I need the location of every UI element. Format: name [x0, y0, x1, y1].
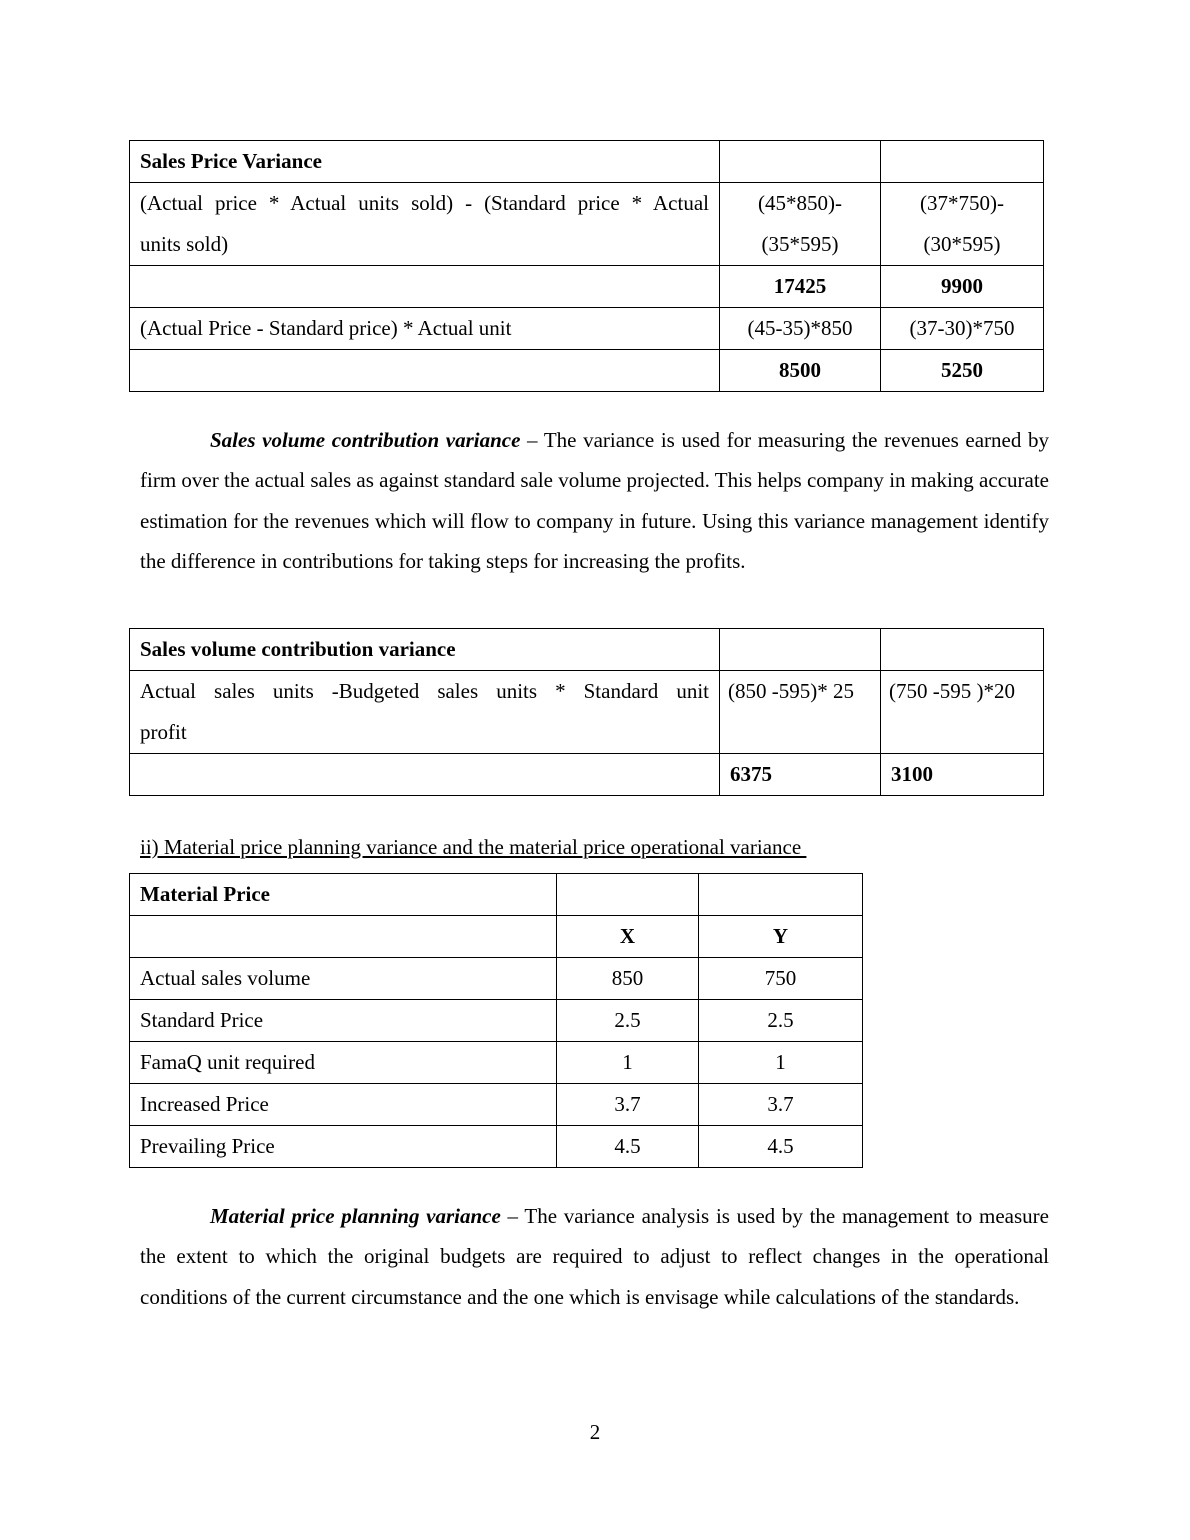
table-title: Sales volume contribution variance	[130, 629, 720, 671]
table-cell	[881, 141, 1044, 183]
row-label: Actual sales volume	[130, 958, 557, 1000]
value-x: 4.5	[557, 1126, 699, 1168]
formula-cell: (Actual Price - Standard price) * Actual unit	[130, 308, 720, 350]
result-cell-y: 5250	[881, 350, 1044, 392]
paragraph-lead: Material price planning variance	[210, 1204, 501, 1228]
formula-line: units sold)	[140, 232, 229, 256]
calc-line: (45*850)-	[758, 191, 842, 215]
table-cell	[130, 916, 557, 958]
formula-line: profit	[140, 720, 187, 744]
table-title: Material Price	[130, 874, 557, 916]
value-y: 3.7	[699, 1084, 863, 1126]
table-row	[130, 671, 1044, 754]
sales-price-variance-table	[129, 140, 1044, 392]
column-header-x: X	[557, 916, 699, 958]
calc-cell-x	[720, 183, 881, 266]
result-cell-x: 6375	[720, 754, 881, 796]
table-cell	[881, 629, 1044, 671]
table-cell	[699, 874, 863, 916]
calc-cell-x: (45-35)*850	[720, 308, 881, 350]
calc-cell-y: (750 -595 )*20	[881, 671, 1044, 754]
calc-cell-y	[881, 183, 1044, 266]
paragraph-text: – The variance analysis is used by the management to measure the extent to which the original budgets are required to adjust to reflect changes in the operational conditions of the current circumstance and the one which is envisage while calculations of the standards.	[140, 1204, 1049, 1309]
table-title: Sales Price Variance	[130, 141, 720, 183]
table-row	[130, 141, 1044, 183]
value-y: 750	[699, 958, 863, 1000]
material-price-table	[129, 873, 863, 1168]
result-cell-x: 8500	[720, 350, 881, 392]
column-header-y: Y	[699, 916, 863, 958]
formula-cell	[130, 183, 720, 266]
calc-cell-x: (850 -595)* 25	[720, 671, 881, 754]
value-x: 850	[557, 958, 699, 1000]
sales-volume-paragraph	[140, 420, 1049, 581]
calc-cell-y: (37-30)*750	[881, 308, 1044, 350]
result-cell-y: 3100	[881, 754, 1044, 796]
row-label: FamaQ unit required	[130, 1042, 557, 1084]
result-cell-y: 9900	[881, 266, 1044, 308]
table-cell	[720, 629, 881, 671]
calc-line: (37*750)-	[920, 191, 1004, 215]
value-x: 3.7	[557, 1084, 699, 1126]
table-row	[130, 754, 1044, 796]
formula-line: Actual sales units -Budgeted sales units * Standard unit	[140, 679, 709, 703]
table-cell	[557, 874, 699, 916]
table-row	[130, 266, 1044, 308]
table-cell	[720, 141, 881, 183]
value-x: 2.5	[557, 1000, 699, 1042]
sales-volume-contribution-table	[129, 628, 1044, 796]
table-row	[130, 1126, 863, 1168]
formula-cell	[130, 671, 720, 754]
row-label: Increased Price	[130, 1084, 557, 1126]
page-number: 2	[589, 1420, 601, 1444]
result-cell-x: 17425	[720, 266, 881, 308]
value-x: 1	[557, 1042, 699, 1084]
value-y: 1	[699, 1042, 863, 1084]
table-row	[130, 1000, 863, 1042]
section-heading: ii) Material price planning variance and the material price operational variance	[140, 835, 807, 859]
table-row	[130, 1084, 863, 1126]
table-row	[130, 874, 863, 916]
table-row	[130, 183, 1044, 266]
paragraph-lead: Sales volume contribution variance	[210, 428, 521, 452]
row-label: Prevailing Price	[130, 1126, 557, 1168]
table-row	[130, 308, 1044, 350]
table-row	[130, 350, 1044, 392]
value-y: 2.5	[699, 1000, 863, 1042]
table-row	[130, 958, 863, 1000]
table-cell	[130, 754, 720, 796]
calc-line: (30*595)	[923, 232, 1001, 256]
table-cell	[130, 266, 720, 308]
table-row	[130, 1042, 863, 1084]
paragraph-text: – The variance is used for measuring the revenues earned by firm over the actual sales as against standard sale volume projected. This helps company in making accurate estimation for the revenues which will flow to company in future. Using this variance management identify the difference in contributions for taking steps for increasing the profits.	[140, 428, 1049, 573]
material-price-planning-paragraph	[140, 1196, 1049, 1317]
formula-line: (Actual price * Actual units sold) - (Standard price * Actual	[140, 191, 709, 215]
value-y: 4.5	[699, 1126, 863, 1168]
row-label: Standard Price	[130, 1000, 557, 1042]
table-row	[130, 629, 1044, 671]
table-header-row	[130, 916, 863, 958]
calc-line: (35*595)	[761, 232, 839, 256]
table-cell	[130, 350, 720, 392]
